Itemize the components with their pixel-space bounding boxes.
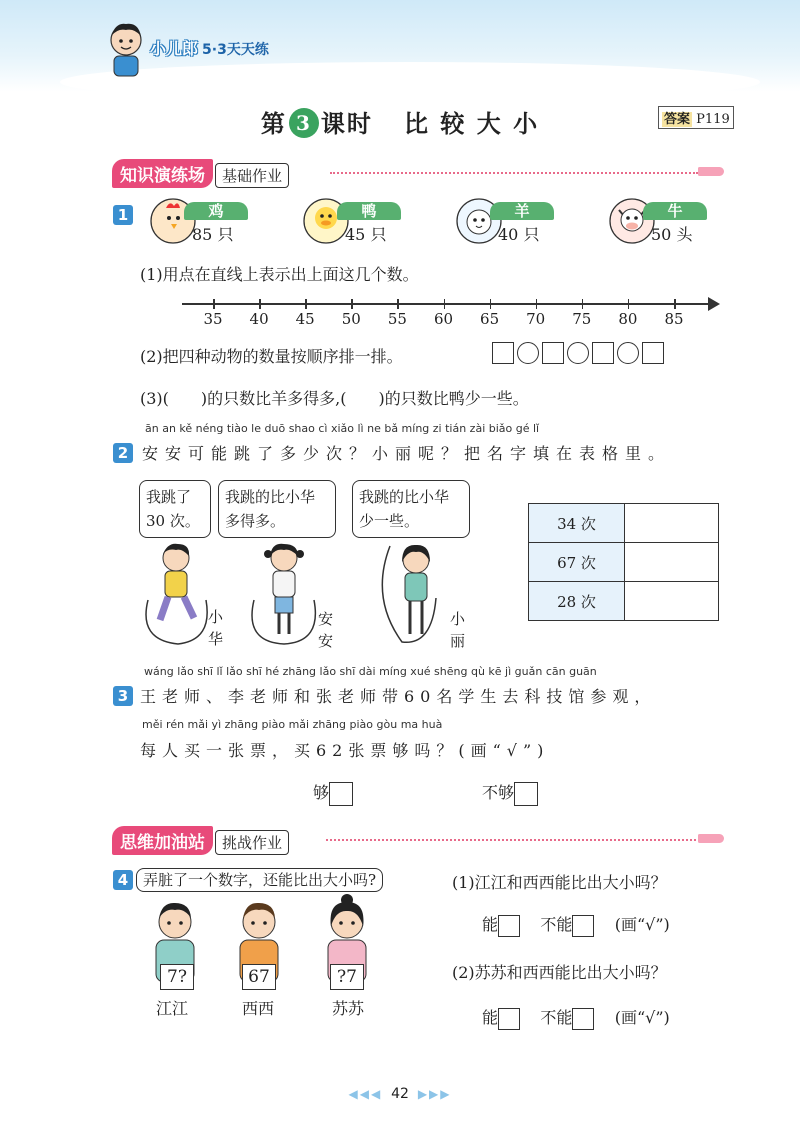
number-line-label: 70 bbox=[526, 310, 546, 328]
question-number: 1 bbox=[113, 205, 133, 225]
number-line bbox=[182, 303, 712, 305]
left-arrows-icon: ◀◀◀ bbox=[348, 1087, 383, 1101]
dotted-divider bbox=[326, 839, 700, 841]
number-line-label: 50 bbox=[341, 310, 361, 328]
animal-count: 45 只 bbox=[345, 225, 387, 244]
animal-sheep bbox=[456, 198, 566, 248]
lesson-number-badge: 3 bbox=[289, 108, 319, 138]
answer-circle[interactable] bbox=[617, 342, 639, 364]
instruction: (画“√”) bbox=[614, 915, 670, 934]
kid-name: 西西 bbox=[242, 999, 275, 1018]
animal-name: 鸡 bbox=[184, 202, 248, 220]
number-line-tick[interactable] bbox=[674, 299, 676, 309]
answer-label: 答案 bbox=[664, 112, 691, 127]
checkbox-not-enough[interactable] bbox=[514, 782, 538, 806]
number-line-label: 80 bbox=[618, 310, 638, 328]
header-wave bbox=[60, 62, 760, 102]
checkbox-yes[interactable] bbox=[498, 1008, 520, 1030]
kid-name: 苏苏 bbox=[332, 999, 365, 1018]
q3-pinyin-2: měi rén mǎi yì zhāng piào mǎi zhāng piào gòu ma huà bbox=[142, 718, 443, 731]
q4-part1-options bbox=[482, 912, 670, 937]
q1-part2: (2)把四种动物的数量按顺序排一排。 bbox=[140, 347, 403, 366]
checkbox-enough[interactable] bbox=[329, 782, 353, 806]
count-cell: 34 次 bbox=[529, 504, 625, 543]
speech-bubble: 弄脏了一个数字，还能比出大小吗? bbox=[136, 868, 383, 892]
bubble-line: 多得多。 bbox=[225, 512, 286, 530]
answer-table bbox=[528, 503, 719, 621]
question-number: 3 bbox=[113, 686, 133, 706]
pencil-icon bbox=[698, 834, 724, 843]
bubble-line: 我跳的比小华 bbox=[225, 488, 316, 506]
count-cell: 67 次 bbox=[529, 543, 625, 582]
section-basic bbox=[112, 159, 289, 187]
number-card-smudged bbox=[160, 964, 194, 990]
title-prefix: 第 bbox=[260, 109, 287, 138]
q1-part1: (1)用点在直线上表示出上面这几个数。 bbox=[140, 265, 419, 284]
speech-bubble bbox=[352, 480, 470, 538]
option-label: 够 bbox=[313, 783, 330, 802]
number-line-label: 85 bbox=[664, 310, 684, 328]
number-line-tick[interactable] bbox=[259, 299, 261, 309]
number-line-label: 35 bbox=[203, 310, 223, 328]
table-row bbox=[529, 582, 719, 621]
checkbox-no[interactable] bbox=[572, 1008, 594, 1030]
number-line-tick[interactable] bbox=[444, 299, 446, 309]
bubble-line: 我跳了 bbox=[146, 488, 192, 506]
number-line-tick[interactable] bbox=[582, 299, 584, 309]
question-number: 2 bbox=[113, 443, 133, 463]
option-not-enough bbox=[482, 780, 538, 806]
bubble-line: 30 次。 bbox=[146, 512, 200, 530]
number-line-tick[interactable] bbox=[213, 299, 215, 309]
number-line-tick[interactable] bbox=[536, 299, 538, 309]
name-xiaohua bbox=[208, 606, 224, 650]
kid-xiaoli-illustration bbox=[372, 538, 452, 650]
brand-sub: 5·3天天练 bbox=[202, 42, 269, 58]
checkbox-no[interactable] bbox=[572, 915, 594, 937]
q3-line1: 王老师、李老师和张老师带60名学生去科技馆参观， bbox=[140, 687, 657, 706]
brand-title bbox=[150, 36, 269, 59]
q3-pinyin-1: wáng lǎo shī lǐ lǎo shī hé zhāng lǎo shī dài míng xué shēng qù kē jì guǎn cān guān bbox=[144, 665, 597, 678]
name-anan bbox=[318, 608, 334, 652]
question-number: 4 bbox=[113, 870, 133, 890]
kid-anan-illustration bbox=[244, 540, 324, 650]
number-line-tick[interactable] bbox=[628, 299, 630, 309]
speech-bubble bbox=[218, 480, 336, 538]
brand-name: 小儿郎 bbox=[150, 39, 199, 58]
answer-circle[interactable] bbox=[567, 342, 589, 364]
number-line-tick[interactable] bbox=[397, 299, 399, 309]
number-line-label: 45 bbox=[295, 310, 315, 328]
option-label: 能 bbox=[482, 915, 499, 934]
name-char: 小 bbox=[208, 608, 224, 626]
animal-duck bbox=[303, 198, 413, 248]
count-cell: 28 次 bbox=[529, 582, 625, 621]
number-line-tick[interactable] bbox=[490, 299, 492, 309]
option-enough bbox=[313, 780, 353, 806]
answer-box[interactable] bbox=[542, 342, 564, 364]
number-line-label: 60 bbox=[433, 310, 454, 328]
card-number: 67 bbox=[248, 967, 270, 987]
name-char: 安 bbox=[318, 632, 334, 650]
animal-name: 鸭 bbox=[337, 202, 401, 220]
section-subtitle: 基础作业 bbox=[215, 163, 289, 188]
answer-circle[interactable] bbox=[517, 342, 539, 364]
number-line-label: 65 bbox=[480, 310, 500, 328]
name-char: 华 bbox=[208, 630, 224, 648]
answer-reference bbox=[658, 106, 734, 129]
name-cell[interactable] bbox=[625, 582, 719, 621]
q1-part3: (3)( )的只数比羊多得多,( )的只数比鸭少一些。 bbox=[140, 389, 529, 408]
option-label: 不够 bbox=[482, 783, 515, 802]
card-number: ?7 bbox=[337, 967, 357, 987]
kid-xiaohua-illustration bbox=[138, 540, 218, 650]
name-xiaoli bbox=[450, 608, 466, 652]
number-line-tick[interactable] bbox=[305, 299, 307, 309]
q2-pinyin: ān an kě néng tiào le duō shao cì xiǎo lì ne bǎ míng zi tián zài biǎo gé lǐ bbox=[145, 422, 540, 435]
section-tag: 思维加油站 bbox=[112, 826, 213, 855]
number-line-label: 55 bbox=[387, 310, 407, 328]
number-card-smudged bbox=[330, 964, 364, 990]
card-number: 7? bbox=[167, 967, 187, 987]
order-boxes bbox=[492, 342, 664, 364]
kid-name: 江江 bbox=[156, 999, 189, 1018]
option-label: 不能 bbox=[540, 1008, 573, 1027]
name-char: 丽 bbox=[450, 632, 466, 650]
name-cell[interactable] bbox=[625, 504, 719, 543]
option-label: 不能 bbox=[540, 915, 573, 934]
animal-count: 85 只 bbox=[192, 225, 234, 244]
answer-page: P119 bbox=[696, 112, 730, 127]
number-card bbox=[242, 964, 276, 990]
q4-part1: (1)江江和西西能比出大小吗？ bbox=[452, 873, 667, 892]
number-line-label: 40 bbox=[249, 310, 269, 328]
title-suffix: 课时 bbox=[320, 109, 373, 138]
page-footer bbox=[0, 1086, 800, 1102]
q4-part2-options bbox=[482, 1005, 670, 1030]
name-cell[interactable] bbox=[625, 543, 719, 582]
instruction: (画“√”) bbox=[614, 1008, 670, 1027]
answer-box[interactable] bbox=[642, 342, 664, 364]
checkbox-yes[interactable] bbox=[498, 915, 520, 937]
number-line-arrow bbox=[708, 297, 720, 311]
right-arrows-icon: ▶▶▶ bbox=[417, 1087, 452, 1101]
section-challenge bbox=[112, 826, 289, 854]
animal-name: 羊 bbox=[490, 202, 554, 220]
section-tag: 知识演练场 bbox=[112, 159, 213, 188]
section-subtitle: 挑战作业 bbox=[215, 830, 289, 855]
speech-bubble bbox=[139, 480, 211, 538]
table-row bbox=[529, 504, 719, 543]
animal-cow bbox=[609, 198, 719, 248]
name-char: 小 bbox=[450, 610, 466, 628]
q2-text: 安安可能跳了多少次？小丽呢？把名字填在表格里。 bbox=[142, 444, 672, 463]
option-label: 能 bbox=[482, 1008, 499, 1027]
bubble-line: 我跳的比小华 bbox=[359, 488, 450, 506]
dotted-divider bbox=[330, 172, 698, 174]
pencil-icon bbox=[698, 167, 724, 176]
number-line-label: 75 bbox=[572, 310, 592, 328]
q4-part2: (2)苏苏和西西能比出大小吗？ bbox=[452, 963, 667, 982]
answer-box[interactable] bbox=[492, 342, 514, 364]
animal-chicken bbox=[150, 198, 260, 248]
animal-name: 牛 bbox=[643, 202, 707, 220]
mascot-icon bbox=[104, 20, 148, 78]
number-line-tick[interactable] bbox=[351, 299, 353, 309]
bubble-line: 少一些。 bbox=[359, 512, 420, 530]
q3-line2: 每人买一张票，买62张票够吗？(画“√”) bbox=[140, 741, 550, 760]
answer-box[interactable] bbox=[592, 342, 614, 364]
animal-count: 40 只 bbox=[498, 225, 540, 244]
table-row bbox=[529, 543, 719, 582]
page-number: 42 bbox=[391, 1086, 409, 1102]
name-char: 安 bbox=[318, 610, 334, 628]
title-topic: 比 较 大 小 bbox=[404, 109, 540, 138]
animal-count: 50 头 bbox=[651, 225, 693, 244]
